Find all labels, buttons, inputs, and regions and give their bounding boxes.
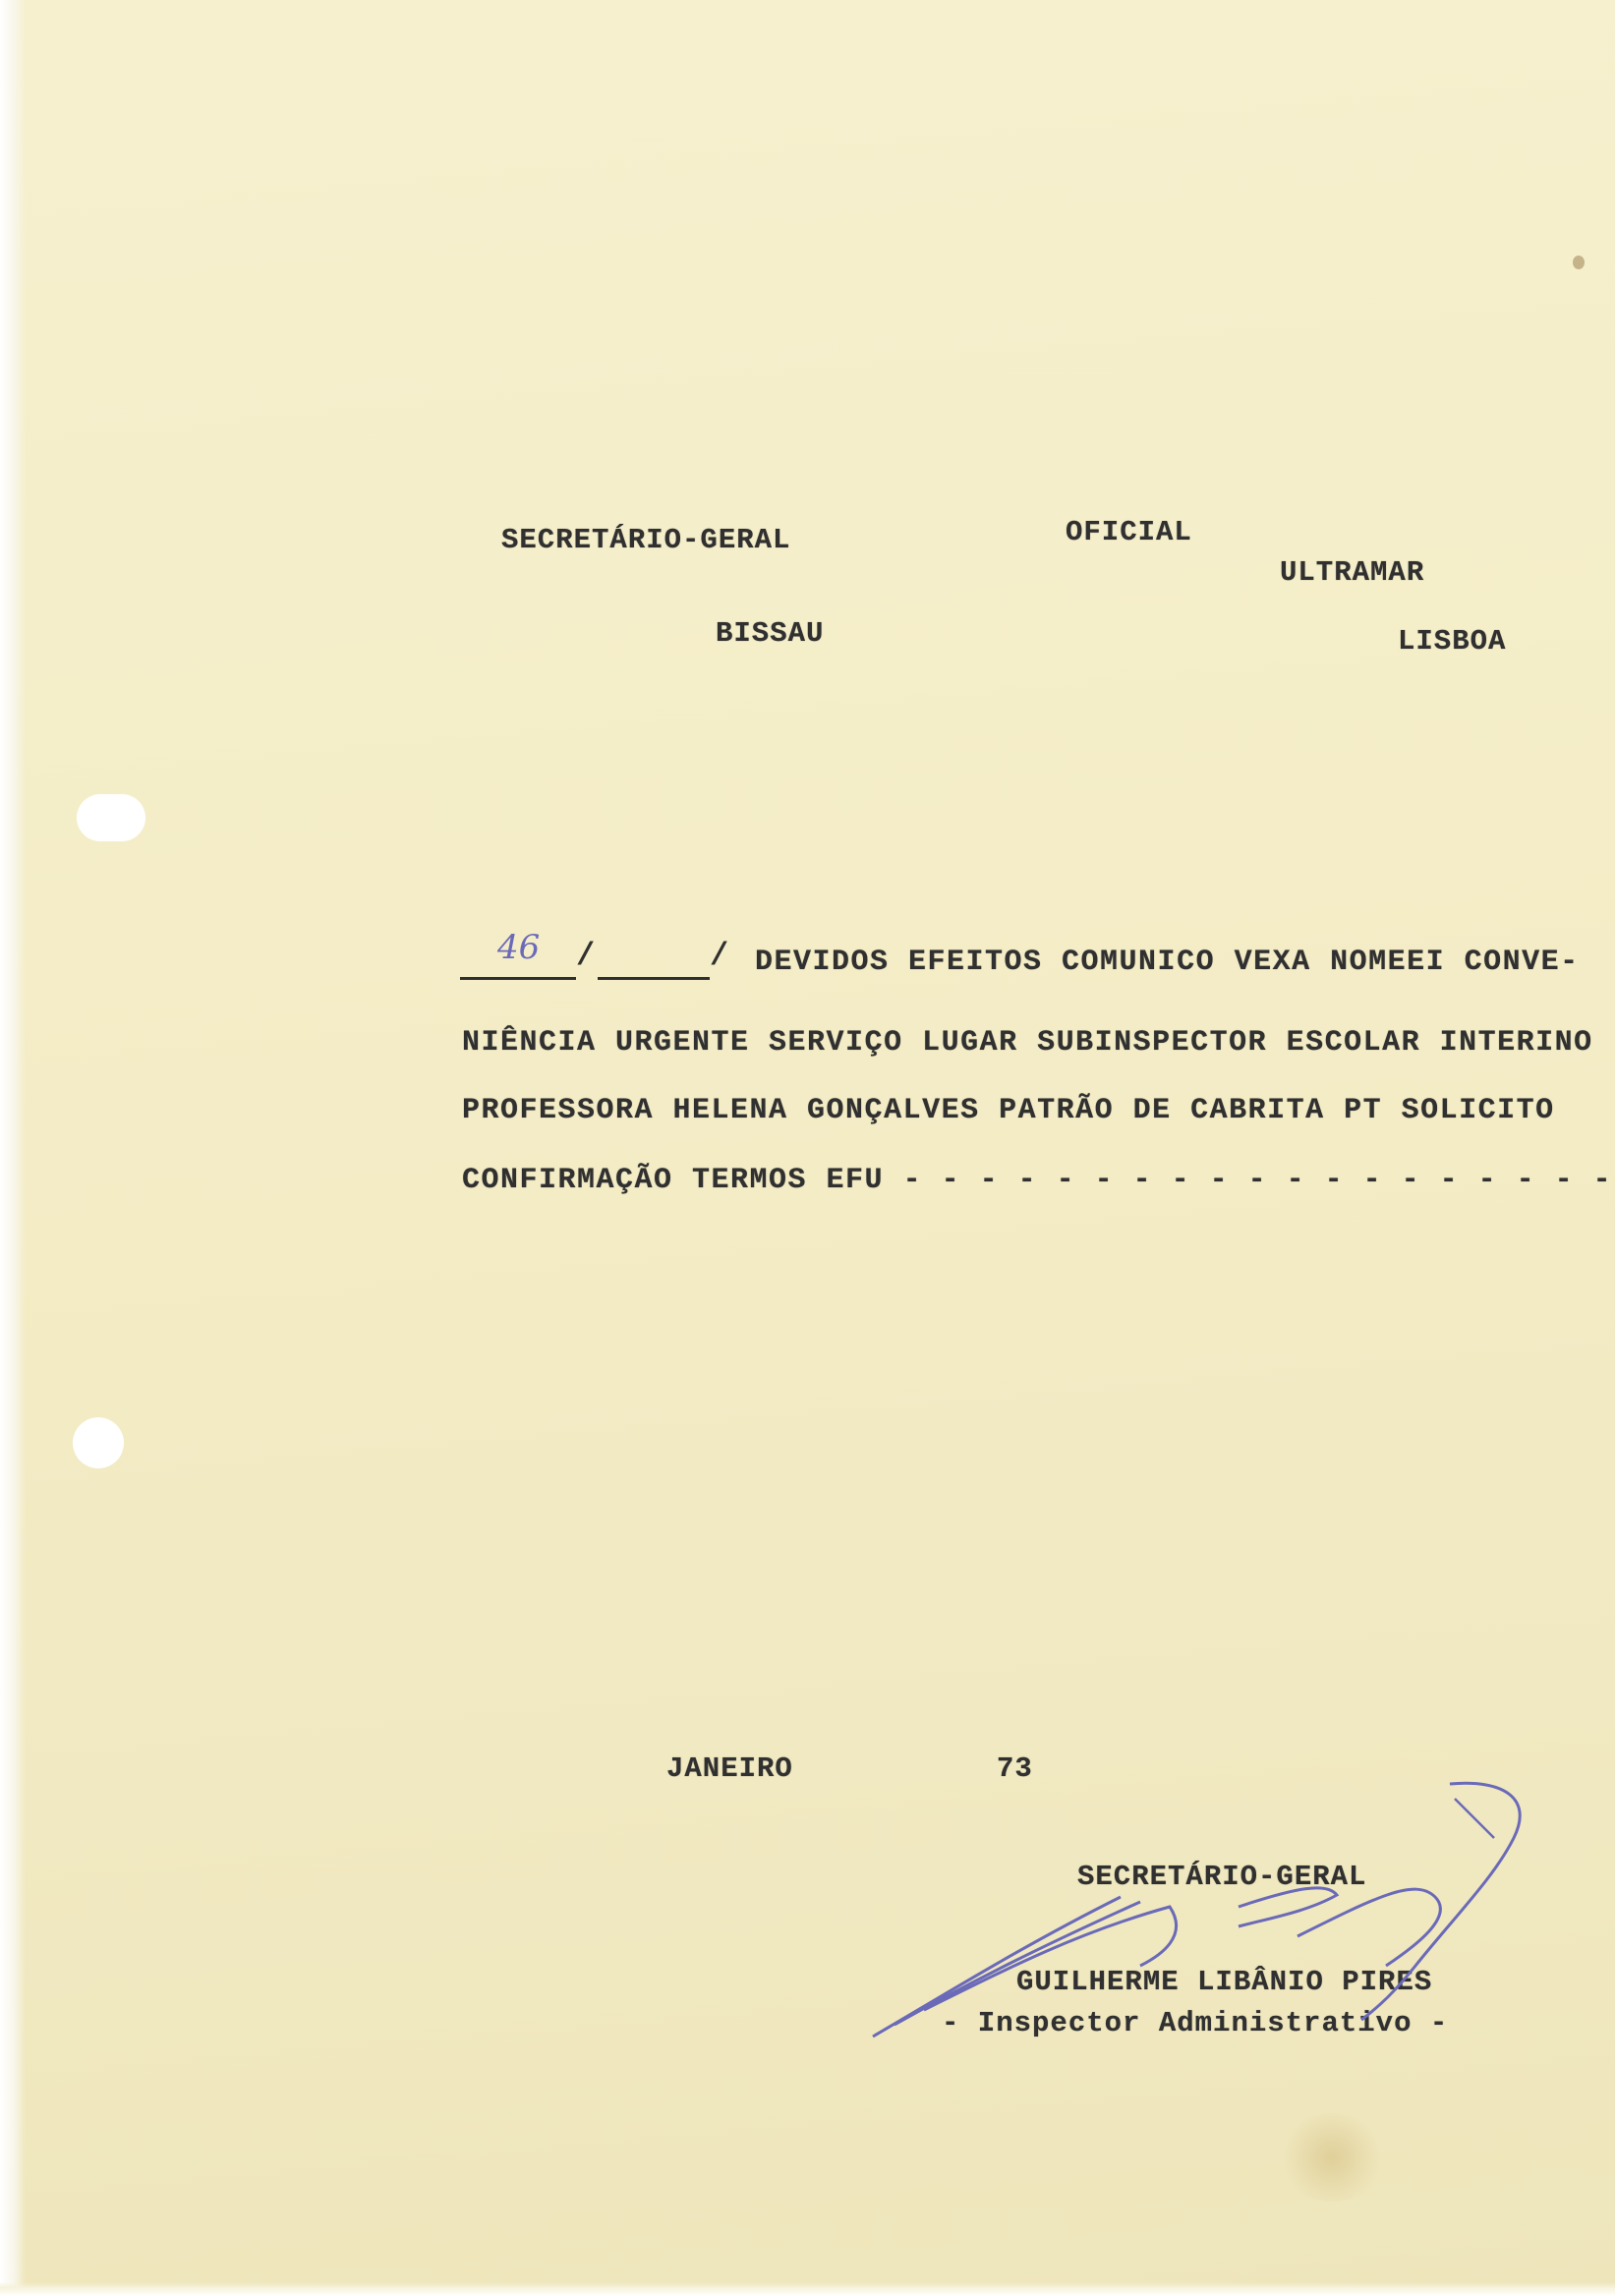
header-sender: SECRETÁRIO-GERAL	[501, 524, 791, 556]
reference-handwritten-number: 46	[497, 928, 541, 967]
punch-hole-top	[77, 794, 145, 841]
date-year: 73	[997, 1752, 1033, 1785]
signature-stroke-7	[1455, 1799, 1494, 1838]
reference-slash-2: /	[710, 938, 729, 974]
signature-name: GUILHERME LIBÂNIO PIRES	[1016, 1966, 1433, 1998]
reference-slash-1: /	[576, 938, 596, 974]
punch-hole-bottom	[73, 1417, 124, 1468]
signature-stroke-4	[1239, 1888, 1337, 1926]
message-line-2: NIÊNCIA URGENTE SERVIÇO LUGAR SUBINSPECTOR ESCOLAR INTERINO	[462, 1026, 1593, 1060]
paper-left-edge	[0, 0, 26, 2296]
header-origin-city: BISSAU	[716, 617, 825, 650]
header-destination-city: LISBOA	[1398, 625, 1507, 658]
paper-speck	[1573, 256, 1585, 269]
signature-stroke-6	[1361, 1783, 1520, 2020]
message-line-3: PROFESSORA HELENA GONÇALVES PATRÃO DE CABRITA PT SOLICITO	[462, 1094, 1555, 1127]
paper-bottom-edge	[0, 2282, 1615, 2296]
handwritten-signature	[865, 1779, 1553, 2054]
reference-blank-second	[598, 934, 710, 980]
paper-stain	[1278, 2113, 1386, 2202]
message-line-4: CONFIRMAÇÃO TERMOS EFU - - - - - - - - - - - - - - - - - - -	[462, 1164, 1613, 1197]
date-month: JANEIRO	[666, 1752, 793, 1785]
signature-stroke-3	[924, 1907, 1177, 2010]
signature-title: SECRETÁRIO-GERAL	[1077, 1861, 1367, 1893]
signature-stroke-5	[1298, 1889, 1440, 1966]
message-line-1: DEVIDOS EFEITOS COMUNICO VEXA NOMEEI CONVE-	[755, 946, 1580, 979]
header-classification: OFICIAL	[1066, 516, 1192, 548]
header-recipient: ULTRAMAR	[1280, 556, 1425, 589]
signature-role: - Inspector Administrativo -	[942, 2007, 1449, 2039]
